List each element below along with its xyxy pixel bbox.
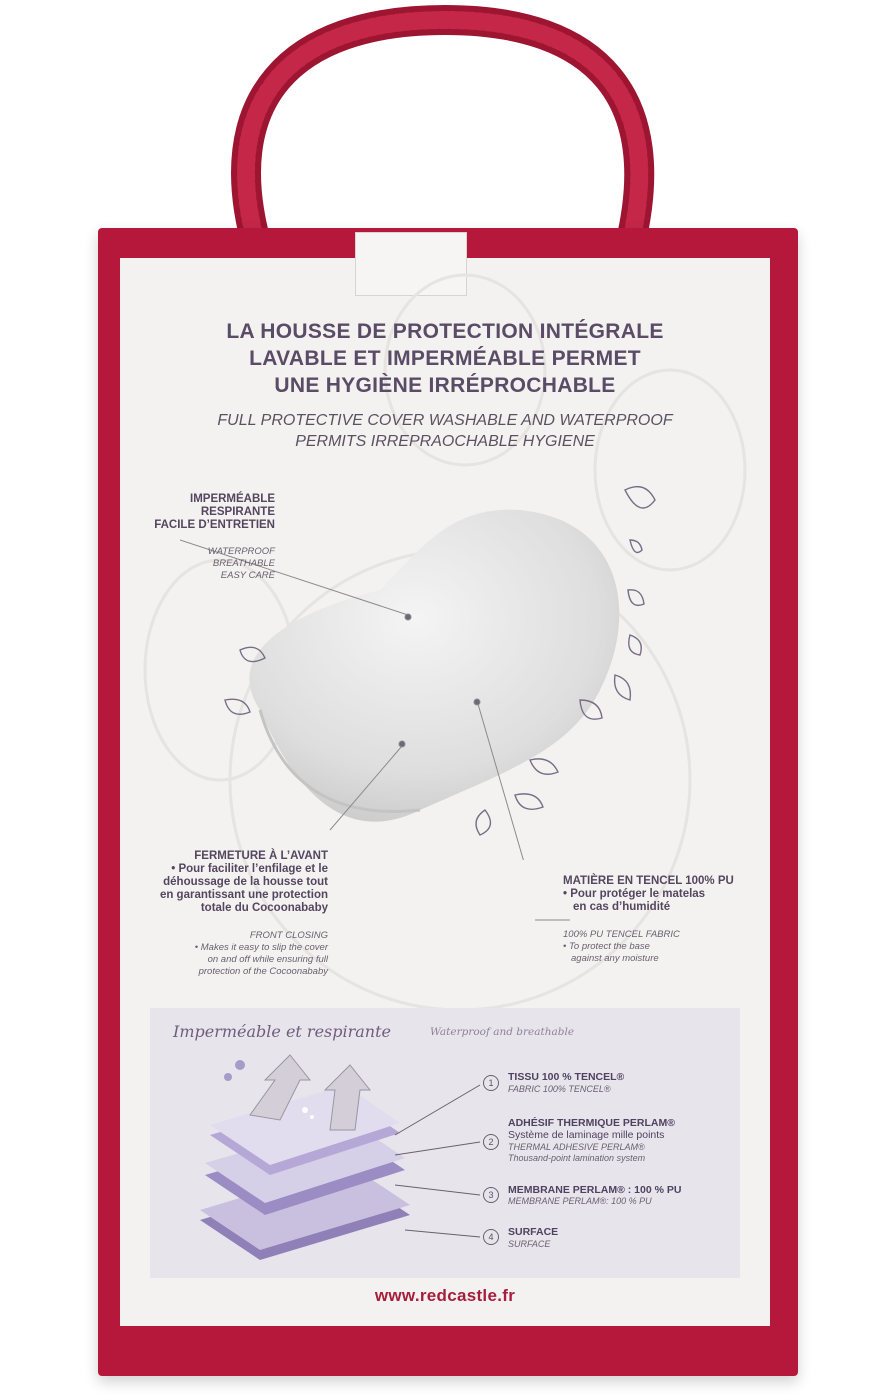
callout-top-en-line1: WATERPROOF bbox=[207, 546, 275, 557]
layer-2-title2: Système de laminage mille points bbox=[508, 1129, 665, 1141]
layer-4-title: SURFACE bbox=[508, 1226, 559, 1238]
callout-left-en-line2: on and off while ensuring full bbox=[207, 954, 328, 965]
callout-right-fr bbox=[563, 875, 753, 914]
callout-top-fr-line1: IMPERMÉABLE bbox=[190, 493, 275, 505]
callout-top-fr-line3: FACILE D’ENTRETIEN bbox=[154, 519, 275, 531]
headline-fr bbox=[120, 318, 770, 399]
headline-en bbox=[120, 410, 770, 452]
headline-fr-line1: LA HOUSSE DE PROTECTION INTÉGRALE bbox=[226, 320, 664, 343]
callout-left-fr bbox=[148, 850, 328, 915]
callout-left-en-line1: • Makes it easy to slip the cover bbox=[194, 942, 328, 953]
layer-2-number: 2 bbox=[483, 1134, 499, 1150]
callout-left-fr-line4: totale du Cocoonababy bbox=[200, 902, 328, 914]
callout-right-fr-title: MATIÈRE EN TENCEL 100% PU bbox=[563, 875, 734, 887]
callout-left-fr-title: FERMETURE À L’AVANT bbox=[194, 850, 328, 862]
layer-1-number: 1 bbox=[483, 1075, 499, 1091]
website-url: www.redcastle.fr bbox=[374, 1286, 516, 1305]
diagram-subtitle: Waterproof and breathable bbox=[430, 1026, 575, 1038]
callout-left-en bbox=[148, 930, 328, 978]
callout-top-fr bbox=[150, 493, 275, 532]
callout-right-en-line2: against any moisture bbox=[571, 953, 659, 964]
diagram-title: Imperméable et respirante bbox=[173, 1022, 392, 1041]
headline-fr-line3: UNE HYGIÈNE IRRÉPROCHABLE bbox=[274, 374, 616, 397]
headline-en-line1: FULL PROTECTIVE COVER WASHABLE AND WATERPROOF bbox=[217, 412, 673, 429]
callout-left-fr-line3: en garantissant une protection bbox=[159, 889, 328, 901]
callout-left-fr-line1: • Pour faciliter l’enfilage et le bbox=[171, 863, 328, 875]
callout-top-en bbox=[150, 546, 275, 582]
layer-3-number: 3 bbox=[483, 1187, 499, 1203]
layer-1-sub: FABRIC 100% TENCEL® bbox=[508, 1084, 611, 1094]
connector-lines bbox=[330, 880, 570, 940]
callout-right-en bbox=[563, 929, 753, 965]
callout-top-fr-line2: RESPIRANTE bbox=[200, 506, 275, 518]
layer-3-title: MEMBRANE PERLAM® : 100 % PU bbox=[508, 1184, 682, 1196]
callout-right-fr-line1: • Pour protéger le matelas bbox=[563, 888, 706, 900]
callout-left-en-title: FRONT CLOSING bbox=[249, 930, 328, 941]
callout-left-fr-line2: déhoussage de la housse tout bbox=[163, 876, 328, 888]
callout-right-en-title: 100% PU TENCEL FABRIC bbox=[563, 929, 680, 940]
callout-top-en-line2: BREATHABLE bbox=[212, 558, 275, 569]
layers-illustration bbox=[180, 1045, 500, 1270]
callout-right-fr-line2: en cas d’humidité bbox=[573, 901, 671, 913]
callout-top-en-line3: EASY CARE bbox=[220, 570, 275, 581]
layer-3-sub: MEMBRANE PERLAM®: 100 % PU bbox=[508, 1196, 652, 1206]
leaf-icons bbox=[210, 460, 670, 840]
layer-2-sub2: Thousand-point lamination system bbox=[508, 1153, 646, 1163]
layer-4-sub: SURFACE bbox=[508, 1239, 551, 1249]
headline-en-line2: PERMITS IRREPRAOCHABLE HYGIENE bbox=[295, 433, 595, 450]
layer-2-sub: THERMAL ADHESIVE PERLAM® bbox=[508, 1142, 645, 1152]
layer-1-title: TISSU 100 % TENCEL® bbox=[508, 1071, 625, 1083]
layer-2-title: ADHÉSIF THERMIQUE PERLAM® bbox=[508, 1117, 675, 1129]
layer-4-number: 4 bbox=[483, 1229, 499, 1245]
callout-left-en-line3: protection of the Cocoonababy bbox=[198, 966, 328, 977]
callout-right-en-line1: • To protect the base bbox=[563, 941, 650, 952]
headline-fr-line2: LAVABLE ET IMPERMÉABLE PERMET bbox=[249, 347, 641, 370]
